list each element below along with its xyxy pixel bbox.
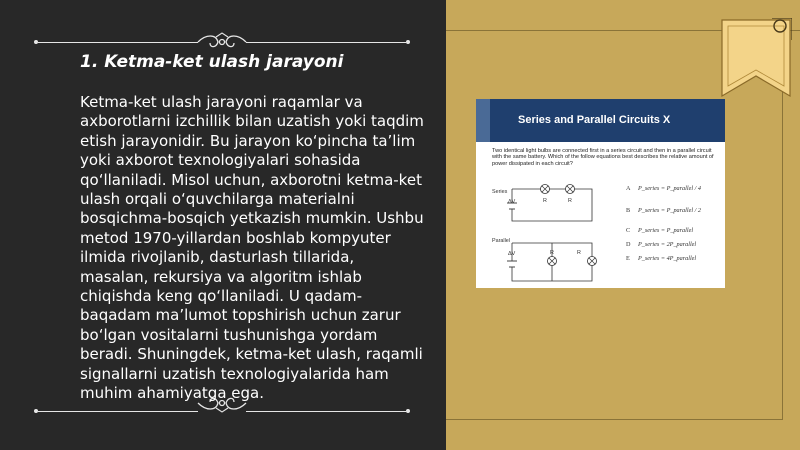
card-question-text: Two identical light bulbs are connected first in a series circuit and then in a parallel circuit with the same battery. Which of the follow equations best describes the relative amount of power dissipated in each circuit? (492, 148, 714, 167)
parallel-resistor-label-1: R (550, 250, 554, 256)
right-frame-bottom-line (446, 419, 783, 420)
choice-a: A P_series = P_parallel / 4 (626, 185, 701, 192)
top-divider-dot-left (34, 40, 38, 44)
parallel-circuit-diagram (492, 239, 612, 285)
bottom-divider-left (38, 411, 198, 412)
bottom-divider-dot-right (406, 409, 410, 413)
top-flourish-icon (196, 32, 248, 52)
card-title: Series and Parallel Circuits X (518, 114, 671, 126)
choice-e: E P_series = 4P_parallel (626, 255, 697, 262)
top-divider-dot-right (406, 40, 410, 44)
slide-title: 1. Ketma-ket ulash jarayoni (80, 52, 344, 72)
parallel-voltage-label: ΔV (508, 251, 516, 257)
choice-b: B P_series = P_parallel / 2 (626, 207, 701, 214)
bookmark-ribbon-icon (720, 18, 792, 100)
top-divider-left (38, 42, 198, 43)
series-voltage-label: ΔV (508, 199, 516, 205)
card-header (476, 99, 725, 142)
series-resistor-label-1: R (543, 198, 547, 204)
parallel-label: Parallel (492, 238, 510, 244)
series-label: Series (492, 189, 508, 195)
slide-body-text: Ketma-ket ulash jarayoni raqamlar va axborotlarni izchillik bilan uzatish yoki taqdim etish jarayonidir. Bu jarayon ko‘pincha ta’lim yoki axborot texnologiyalari sohasida qo‘llaniladi. Misol uchun, axborotni ketma-ket ulash orqali o‘quvchilarga materialni bosqichma-bosqich yetkazish mumkin. Ushbu metod 1970-yillardan boshlab kompyuter ilmida rivojlanib, dasturlash tillarida, masalan, rekursiya va algoritm ishlab chiqishda keng qo‘llaniladi. U qadam-baqadam ma’lumot topshirish uchun zarur bo‘lgan vositalarni tushunishga yordam beradi. Shuningdek, ketma-ket ulash, raqamli signallarni uzatish texnologiyalarida ham muhim ahamiyatga ega. (80, 93, 424, 403)
parallel-resistor-label-2: R (577, 250, 581, 256)
card-header-stripe (476, 99, 490, 142)
bottom-divider-dot-left (34, 409, 38, 413)
top-divider-right (246, 42, 406, 43)
series-circuit-diagram (492, 181, 612, 227)
bottom-divider-right (246, 411, 406, 412)
choice-d: D P_series = 2P_parallel (626, 241, 697, 248)
circuit-question-card (476, 99, 725, 288)
choice-c: C P_series = P_parallel (626, 227, 694, 234)
series-resistor-label-2: R (568, 198, 572, 204)
